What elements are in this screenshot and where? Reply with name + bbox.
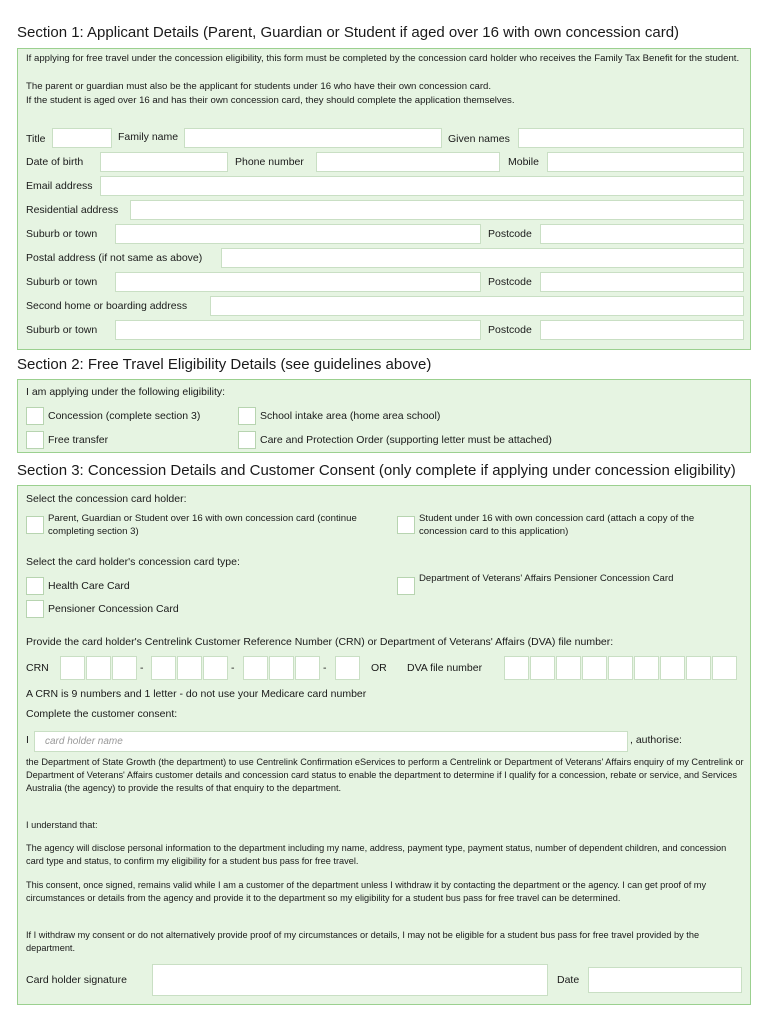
health-care-label: Health Care Card [48, 580, 130, 592]
residential-label: Residential address [26, 204, 119, 216]
dva-box-1[interactable] [504, 656, 529, 680]
section1-intro-2: The parent or guardian must also be the applicant for students under 16 who have their own concession card. [26, 81, 492, 92]
postal-field[interactable] [221, 248, 744, 268]
free-transfer-option-label: Free transfer [48, 434, 109, 446]
care-protection-option-label: Care and Protection Order (supporting letter must be attached) [260, 434, 552, 446]
health-care-checkbox[interactable] [26, 577, 44, 595]
crn-box-8[interactable] [269, 656, 294, 680]
holder-parent-label: Parent, Guardian or Student over 16 with own concession card (continue completing section 3) [48, 513, 357, 537]
crn-box-4[interactable] [151, 656, 176, 680]
i-label: I [26, 734, 29, 746]
given-names-field[interactable] [518, 128, 744, 148]
dva-label: DVA file number [407, 662, 483, 674]
card-holder-name-field[interactable] [34, 731, 628, 752]
mobile-label: Mobile [508, 156, 539, 168]
dva-card-checkbox[interactable] [397, 577, 415, 595]
consent-paragraph-5: If I withdraw my consent or do not alternatively provide proof of my circumstances or details, I may not be eligible for a student bus pass for free travel provided by the department. [26, 930, 700, 953]
crn-box-1[interactable] [60, 656, 85, 680]
suburb-label-3: Suburb or town [26, 324, 98, 336]
dva-box-8[interactable] [686, 656, 711, 680]
school-intake-checkbox[interactable] [238, 407, 256, 425]
care-protection-checkbox[interactable] [238, 431, 256, 449]
phone-label: Phone number [235, 156, 304, 168]
dob-label: Date of birth [26, 156, 84, 168]
suburb-field-2[interactable] [115, 272, 481, 292]
suburb-field-1[interactable] [115, 224, 481, 244]
section2-panel [17, 379, 751, 453]
dva-box-4[interactable] [582, 656, 607, 680]
crn-box-10[interactable] [335, 656, 360, 680]
postcode-field-3[interactable] [540, 320, 744, 340]
section2-intro: I am applying under the following eligibility: [26, 386, 226, 398]
crn-row [18, 656, 750, 682]
school-intake-option-label: School intake area (home area school) [260, 410, 441, 422]
select-holder-label: Select the concession card holder: [26, 493, 187, 505]
crn-box-3[interactable] [112, 656, 137, 680]
title-field[interactable] [52, 128, 112, 148]
or-label: OR [371, 662, 387, 674]
postcode-label-3: Postcode [488, 324, 532, 336]
postcode-label-1: Postcode [488, 228, 532, 240]
section3-title: Section 3: Concession Details and Customer Consent (only complete if applying under concession eligibility) [17, 462, 736, 479]
section3-panel [17, 485, 751, 1005]
pensioner-label: Pensioner Concession Card [48, 603, 179, 615]
concession-option-label: Concession (complete section 3) [48, 410, 201, 422]
crn-box-6[interactable] [203, 656, 228, 680]
second-home-field[interactable] [210, 296, 744, 316]
crn-box-7[interactable] [243, 656, 268, 680]
dva-box-6[interactable] [634, 656, 659, 680]
dva-box-2[interactable] [530, 656, 555, 680]
postcode-label-2: Postcode [488, 276, 532, 288]
crn-note: A CRN is 9 numbers and 1 letter - do not use your Medicare card number [26, 688, 367, 700]
crn-label: CRN [26, 662, 49, 674]
free-transfer-checkbox[interactable] [26, 431, 44, 449]
section1-panel [17, 48, 751, 350]
family-name-label: Family name [118, 131, 179, 143]
crn-box-2[interactable] [86, 656, 111, 680]
date-label: Date [557, 974, 580, 986]
suburb-field-3[interactable] [115, 320, 481, 340]
suburb-label-2: Suburb or town [26, 276, 98, 288]
section1-intro-3: If the student is aged over 16 and has their own concession card, they should complete the application themselves. [26, 95, 515, 106]
crn-prompt: Provide the card holder's Centrelink Customer Reference Number (CRN) or Department of Veterans' Affairs (DVA) file number: [26, 636, 614, 648]
select-type-label: Select the card holder's concession card type: [26, 556, 240, 568]
family-name-field[interactable] [184, 128, 442, 148]
consent-heading: Complete the customer consent: [26, 708, 178, 720]
crn-dash-1: - [140, 662, 144, 674]
residential-field[interactable] [130, 200, 744, 220]
section1-title: Section 1: Applicant Details (Parent, Guardian or Student if aged over 16 with own concession card) [17, 24, 680, 41]
postal-label: Postal address (if not same as above) [26, 252, 203, 264]
signature-field[interactable] [152, 964, 548, 996]
consent-paragraph-2: I understand that: [26, 820, 98, 830]
dva-box-5[interactable] [608, 656, 633, 680]
dva-box-3[interactable] [556, 656, 581, 680]
section2-title: Section 2: Free Travel Eligibility Details (see guidelines above) [17, 356, 432, 373]
consent-paragraph-1: the Department of State Growth (the department) to use Centrelink Confirmation eServices to perform a Centrelink or Department of Veterans' Affairs enquiry of my Centrelink or Department of Veterans' Affairs customer details and concession card status to enable the department to determine if I qualify for a concession, rebate or service, and Services Australia (the agency) to provide the results of that enquiry to the department. [26, 757, 744, 793]
mobile-field[interactable] [547, 152, 744, 172]
consent-paragraph-4: This consent, once signed, remains valid while I am a customer of the department unless I withdraw it by contacting the department or the agency. I can get proof of my circumstances or details from the agency and provide it to the department so my eligibility for a student bus pass for free travel can be determined. [26, 880, 707, 903]
dob-field[interactable] [100, 152, 228, 172]
suburb-label-1: Suburb or town [26, 228, 98, 240]
holder-student-checkbox[interactable] [397, 516, 415, 534]
holder-student-label: Student under 16 with own concession card (attach a copy of the concession card to this application) [419, 513, 695, 537]
email-label: Email address [26, 180, 93, 192]
crn-dash-3: - [323, 662, 327, 674]
second-home-label: Second home or boarding address [26, 300, 188, 312]
crn-box-9[interactable] [295, 656, 320, 680]
crn-box-5[interactable] [177, 656, 202, 680]
authorise-label: , authorise: [630, 734, 682, 746]
concession-checkbox[interactable] [26, 407, 44, 425]
signature-label: Card holder signature [26, 974, 127, 986]
postcode-field-2[interactable] [540, 272, 744, 292]
consent-paragraph-3: The agency will disclose personal information to the department including my name, address, payment type, payment status, number of dependent children, and concession card type and status, to confirm my eligibility for a student bus pass for free travel. [26, 843, 727, 866]
postcode-field-1[interactable] [540, 224, 744, 244]
title-label: Title [26, 133, 46, 145]
dva-card-label: Department of Veterans' Affairs Pensioner Concession Card [419, 573, 674, 584]
card-holder-placeholder: card holder name [45, 736, 123, 747]
phone-field[interactable] [316, 152, 500, 172]
email-field[interactable] [100, 176, 744, 196]
section1-intro-1: If applying for free travel under the concession eligibility, this form must be completed by the concession card holder who receives the Family Tax Benefit for the student. [26, 53, 740, 64]
pensioner-checkbox[interactable] [26, 600, 44, 618]
crn-dash-2: - [231, 662, 235, 674]
given-names-label: Given names [448, 133, 510, 145]
dva-box-7[interactable] [660, 656, 685, 680]
date-field[interactable] [588, 967, 742, 993]
dva-box-9[interactable] [712, 656, 737, 680]
holder-parent-checkbox[interactable] [26, 516, 44, 534]
